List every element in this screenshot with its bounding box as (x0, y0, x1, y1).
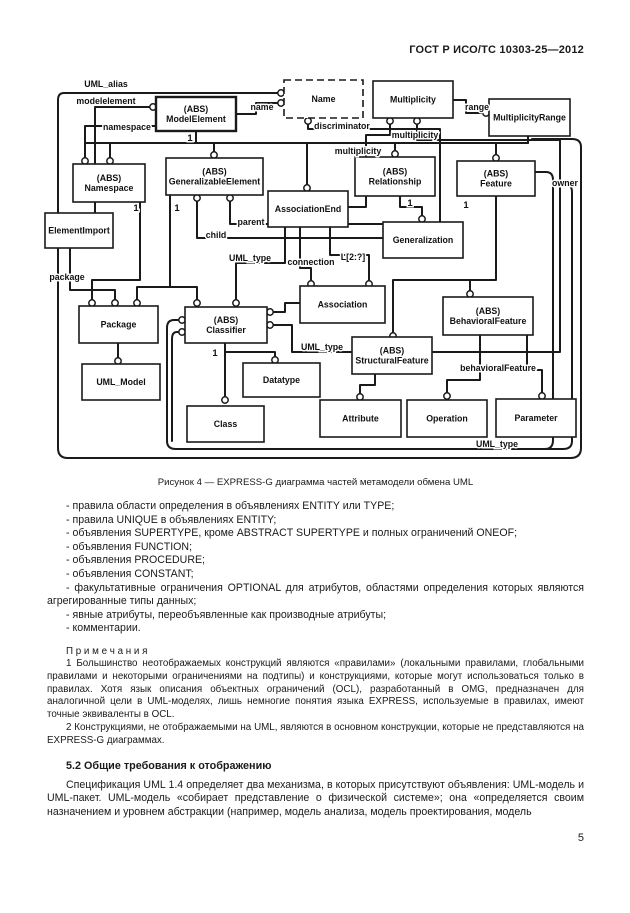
note-1: 1 Большинство неотображаемых конструкций являются «правилами» (локальными правилами, глобальными правилами и некоторыми ограничениями на подтипы) и конструкциями, которые могут использоваться только в правилах. Хотя язык описания объектных ограничений (OCL), разработанный в OMG, предназначен для аналогичной цели в UML-моделях, лишь немногие понятия языка EXPRESS, используемые в правилах, имеют точные эквиваленты в OCL. (47, 657, 584, 721)
bullet-item: - объявления PROCEDURE; (66, 554, 205, 567)
edge-label: modelelement (76, 96, 136, 106)
section-heading: 5.2 Общие требования к отображению (66, 759, 272, 772)
edge-label: parent (237, 217, 265, 227)
node-label: (ABS) Relationship (368, 166, 422, 187)
node-label: MultiplicityRange (493, 112, 566, 123)
node-attribute (320, 400, 401, 437)
node-feature (457, 161, 535, 196)
body-text (47, 500, 584, 820)
cardinality-label: 1 (174, 203, 180, 214)
node-generalization (383, 222, 463, 258)
edge-label: behavioralFeature (460, 363, 536, 373)
node-relationship (355, 157, 435, 196)
bullet-item: - правила области определения в объявлениях ENTITY или TYPE; (66, 500, 395, 512)
node-label: Datatype (262, 375, 301, 385)
node-operation (407, 400, 487, 437)
node-label: (ABS) StructuralFeature (355, 345, 429, 366)
edge-label: connection (287, 257, 335, 267)
edge-label: namespace (103, 122, 151, 132)
node-name (284, 80, 363, 118)
cardinality-label: 1 (212, 348, 218, 359)
node-label: (ABS) Feature (480, 168, 512, 189)
node-label: Operation (426, 413, 468, 424)
node-parameter (496, 399, 576, 437)
figure-caption: Рисунок 4 — EXPRESS-G диаграмма частей метамодели обмена UML (157, 477, 474, 488)
node-multiplicity (373, 81, 453, 118)
node-association-end (268, 191, 348, 227)
node-label: Class (213, 419, 238, 429)
cardinality-label: 1 (133, 203, 139, 214)
edge-label: UML_alias (84, 79, 128, 89)
node-label: Multiplicity (390, 94, 436, 105)
edge-label: L[2:?] (340, 252, 366, 262)
document-header: ГОСТ Р ИСО/ТС 10303-25—2012 (409, 44, 584, 56)
cardinality-label: 1 (463, 200, 469, 211)
edge-label: UML_type (228, 253, 272, 263)
edge-label: package (49, 272, 85, 282)
node-behavioral-feature (443, 297, 533, 335)
edge-label: discriminator (314, 121, 370, 131)
node-label: Association (317, 299, 368, 310)
node-structural-feature (352, 337, 432, 374)
node-label: (ABS) BehavioralFeature (449, 306, 527, 326)
edge-label: name (250, 102, 274, 112)
node-classifier (185, 307, 267, 343)
node-uml-model (82, 364, 160, 400)
bullet-item: - факультативные ограничения OPTIONAL для атрибутов, областями определения которых являются агрегированные типы данных; (47, 581, 584, 608)
bullet-item: - объявления FUNCTION; (66, 540, 193, 553)
bullet-item: - комментарии. (66, 622, 141, 635)
cardinality-label: 1 (407, 198, 413, 209)
bullet-item: - явные атрибуты, переобъявленные как производные атрибуты; (66, 608, 387, 621)
edge-label: range (465, 102, 489, 112)
node-multiplicity-range (489, 99, 570, 136)
node-namespace (73, 164, 145, 202)
bullet-item: - объявления SUPERTYPE, кроме ABSTRACT SUPERTYPE и полных ограничений ONEOF; (66, 527, 518, 540)
node-label: Parameter (514, 413, 558, 423)
edge-label: multiplicity (391, 130, 439, 140)
node-label: Generalization (392, 235, 454, 245)
node-label: (ABS) Classifier (206, 315, 246, 335)
node-label: Name (311, 94, 336, 104)
node-package (79, 306, 158, 343)
node-model-element (156, 97, 236, 131)
bullet-item: - правила UNIQUE в объявлениях ENTITY; (66, 513, 277, 526)
cardinality-label: 1 (187, 133, 193, 144)
node-label: (ABS) Namespace (84, 173, 134, 193)
node-datatype (243, 363, 320, 397)
bullet-item: - объявления CONSTANT; (66, 567, 194, 580)
note-2: 2 Конструкциями, не отображаемыми на UML, являются в основном конструкции, которые не представляются на EXPRESS-G диаграммах. (47, 721, 584, 746)
edge-label: child (205, 230, 227, 240)
node-association (300, 286, 385, 323)
edge-label: UML_type (300, 342, 344, 352)
node-element-import (45, 213, 113, 248)
edge-label: owner (552, 178, 578, 188)
node-label: Package (100, 319, 137, 330)
node-label: AssociationEnd (274, 204, 342, 214)
node-class (187, 406, 264, 442)
node-label: (ABS) GeneralizableElement (168, 166, 261, 187)
node-generalizable-element (166, 158, 263, 195)
node-label: ElementImport (48, 225, 110, 236)
edge-label: multiplicity (334, 146, 382, 156)
section-paragraph: Спецификация UML 1.4 определяет два механизма, в которых присутствуют объявления: UML-модель и UML-пакет. UML-модель «собирает представление о физической системе»; она «определяется своим назначением и уровнем абстракции (например, модель анализа, модель проектирования, модель (47, 778, 584, 819)
page-number: 5 (577, 832, 584, 844)
node-label: Attribute (342, 413, 379, 424)
notes-heading: П р и м е ч а н и я (66, 645, 148, 657)
edge-label: UML_type (475, 439, 519, 449)
node-label: UML_Model (96, 377, 146, 387)
node-label: (ABS) ModelElement (166, 104, 226, 124)
connector-dots (82, 90, 545, 403)
